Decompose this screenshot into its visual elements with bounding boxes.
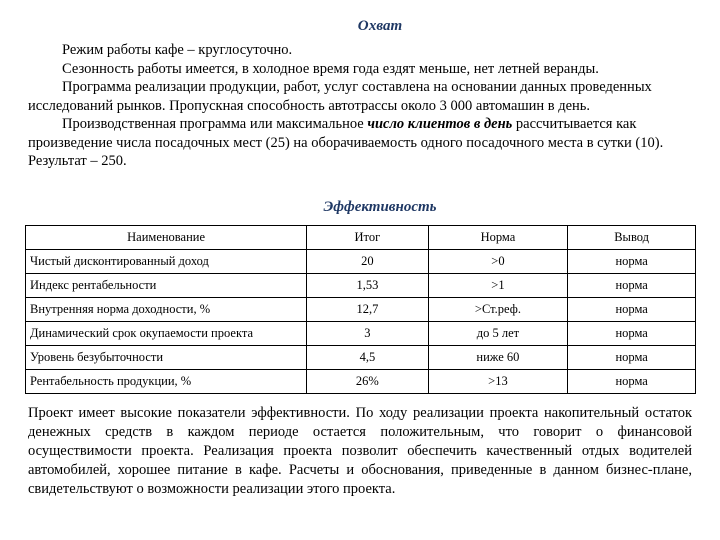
header-conclusion: Вывод — [568, 226, 696, 250]
cell-total: 20 — [307, 250, 428, 274]
header-name: Наименование — [26, 226, 307, 250]
paragraph-seasonality: Сезонность работы имеется, в холодное время года ездят меньше, нет летней веранды. — [62, 60, 599, 77]
paragraph-production-program-start: Производственная программа или максимальное — [62, 116, 368, 132]
cell-total: 1,53 — [307, 274, 428, 298]
cell-total: 12,7 — [307, 298, 428, 322]
cell-conclusion: норма — [568, 370, 696, 394]
cell-total: 26% — [307, 370, 428, 394]
coverage-text — [28, 41, 700, 171]
cell-name: Динамический срок окупаемости проекта — [26, 322, 307, 346]
cell-norm: до 5 лет — [428, 322, 568, 346]
cell-total: 4,5 — [307, 346, 428, 370]
cell-conclusion: норма — [568, 298, 696, 322]
cell-norm: >13 — [428, 370, 568, 394]
cell-conclusion: норма — [568, 346, 696, 370]
table-row — [26, 298, 696, 322]
cell-total: 3 — [307, 322, 428, 346]
cell-name: Внутренняя норма доходности, % — [26, 298, 307, 322]
cell-norm: >Ст.реф. — [428, 298, 568, 322]
paragraph-production-program — [28, 115, 700, 171]
clients-per-day-emphasis: число клиентов в день — [367, 116, 513, 132]
cell-name: Чистый дисконтированный доход — [26, 250, 307, 274]
conclusion-paragraph: Проект имеет высокие показатели эффективности. По ходу реализации проекта накопительный остаток денежных средств в каждом периоде остается положительным, что говорит о финансовой осуществимости проекта. Реализация проекта позволит обеспечить качественный отдых водителей автомобилей, хорошее питание в кафе. Расчеты и обоснования, приведенные в данном бизнес-плане, свидетельствуют о возможности реализации этого проекта. — [28, 405, 692, 497]
table-row — [26, 274, 696, 298]
cell-norm: >1 — [428, 274, 568, 298]
cell-conclusion: норма — [568, 322, 696, 346]
paragraph-production-program-end: рассчитывается как произведение числа посадочных мест (25) на оборачиваемость одного посадочного места в сутки (10). Результат – 250. — [28, 116, 664, 169]
table-header-row — [26, 226, 696, 250]
table-row — [26, 346, 696, 370]
header-norm: Норма — [428, 226, 568, 250]
cell-conclusion: норма — [568, 250, 696, 274]
paragraph-work-mode: Режим работы кафе – круглосуточно. — [62, 42, 293, 58]
cell-name: Рентабельность продукции, % — [26, 370, 307, 394]
cell-conclusion: норма — [568, 274, 696, 298]
header-total: Итог — [307, 226, 428, 250]
efficiency-table — [25, 225, 696, 394]
section-title-coverage: Охват — [357, 18, 403, 34]
table-row — [26, 370, 696, 394]
table-row — [26, 250, 696, 274]
table-row — [26, 322, 696, 346]
section-title-efficiency: Эффективность — [323, 199, 437, 215]
paragraph-sales-program: Программа реализации продукции, работ, услуг составлена на основании данных проведенных исследований рынков. Пропускная способность автотрассы около 3 000 автомашин в день. — [28, 79, 652, 114]
cell-norm: >0 — [428, 250, 568, 274]
cell-name: Уровень безубыточности — [26, 346, 307, 370]
cell-name: Индекс рентабельности — [26, 274, 307, 298]
cell-norm: ниже 60 — [428, 346, 568, 370]
